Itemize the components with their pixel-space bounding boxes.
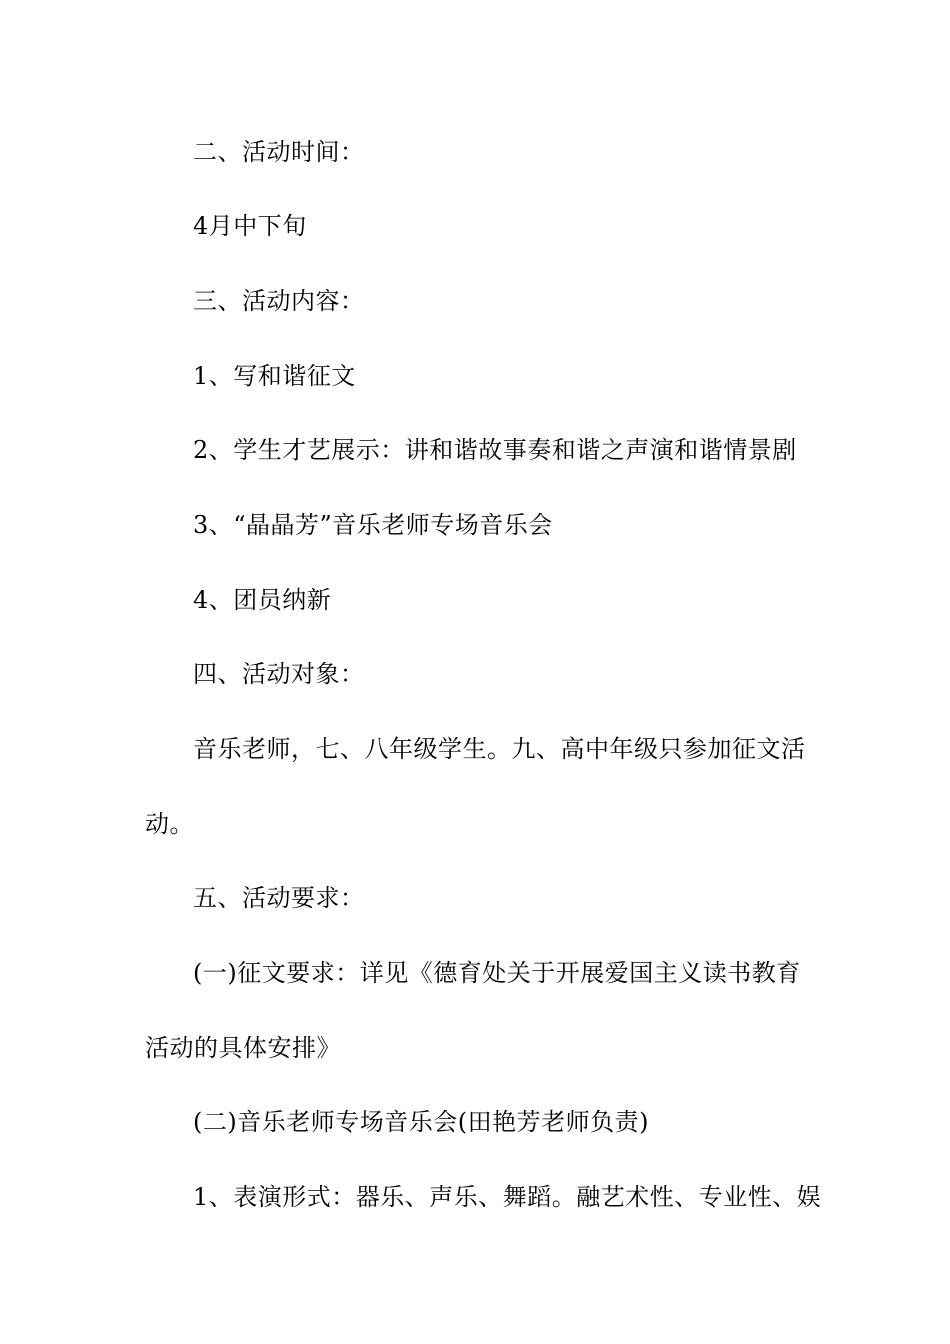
paragraph-essay-requirements-cont: 活动的具体安排》: [145, 1034, 341, 1062]
list-item-concert: 3、“晶晶芳”音乐老师专场音乐会: [193, 511, 553, 539]
paragraph-audience-cont: 动。: [145, 810, 194, 838]
paragraph-audience: 音乐老师，七、八年级学生。九、高中年级只参加征文活: [193, 735, 806, 763]
list-item-recruitment: 4、团员纳新: [193, 586, 332, 614]
section-heading-requirements: 五、活动要求：: [193, 884, 365, 912]
list-item-talent-show: 2、学生才艺展示：讲和谐故事奏和谐之声演和谐情景剧: [193, 436, 797, 464]
section-heading-audience: 四、活动对象：: [193, 660, 365, 688]
paragraph-essay-requirements: (一)征文要求：详见《德育处关于开展爱国主义读书教育: [193, 959, 801, 987]
section-heading-content: 三、活动内容：: [193, 287, 365, 315]
list-item-essay: 1、写和谐征文: [193, 362, 356, 390]
paragraph-performance-form: 1、表演形式：器乐、声乐、舞蹈。融艺术性、专业性、娱: [193, 1183, 822, 1211]
subheading-concert: (二)音乐老师专场音乐会(田艳芳老师负责): [193, 1108, 649, 1136]
paragraph-time-value: 4月中下旬: [193, 212, 307, 240]
section-heading-time: 二、活动时间：: [193, 138, 365, 166]
